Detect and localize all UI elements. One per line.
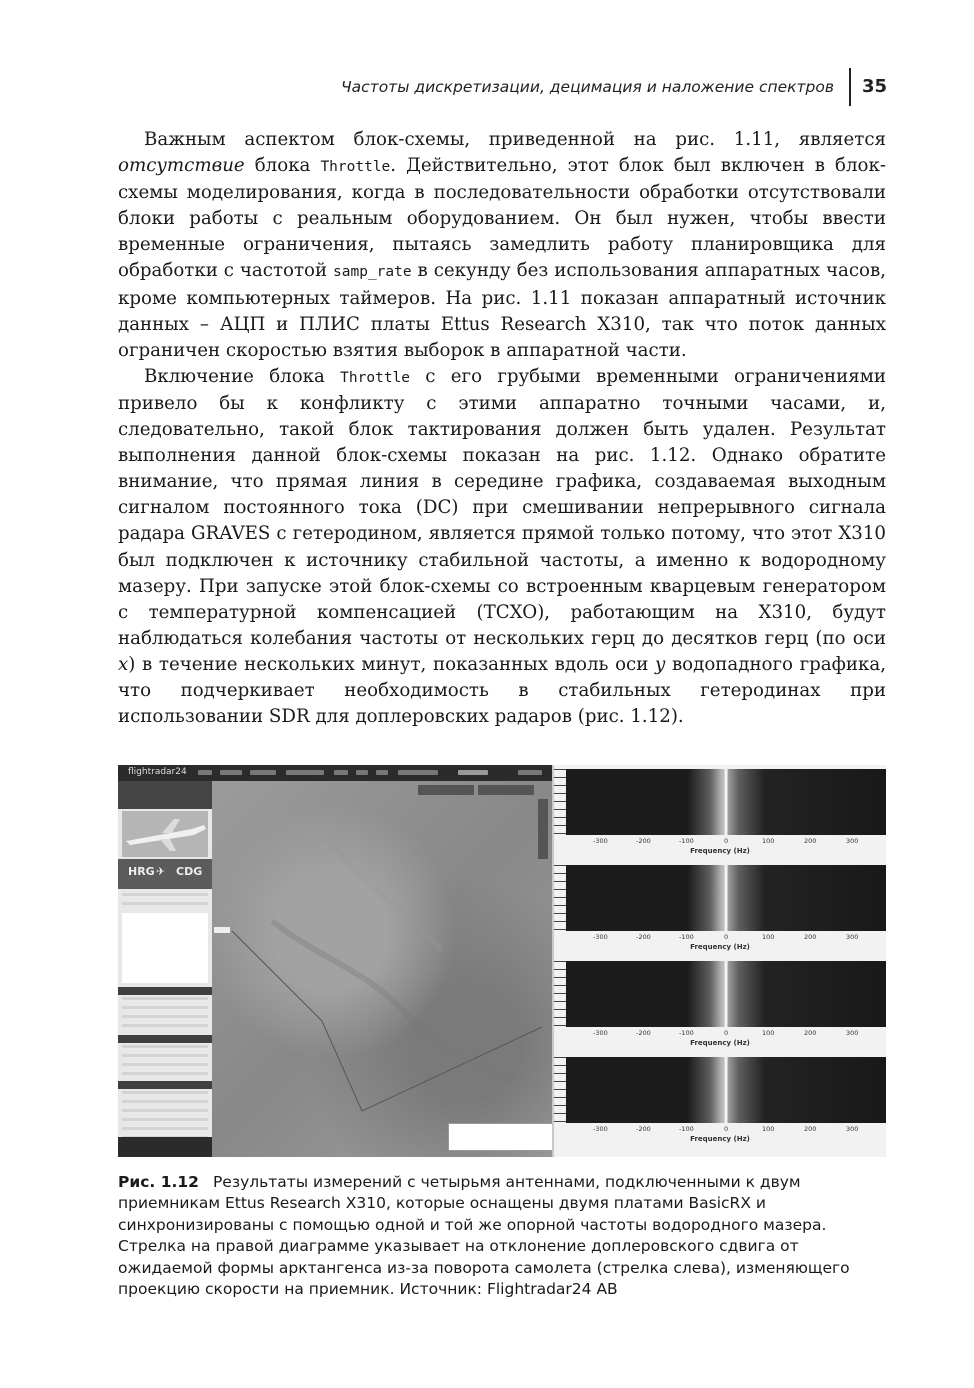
caption-text: Результаты измерений с четырьмя антеннами, подключенными к двум приемникам Ettus Research X310, которые оснащены двумя платами BasicRX и синхронизированы с помощью одной и той же опорной частоты водородного мазера. Стрелка на правой диаграмме указывает на отклонение доплеровского сдвига от ожидаемой формы арктангенса из-за поворота самолета (стрелка слева), изменяющего проекцию скорости на приемник. Источник: Flightradar24 AB	[118, 1173, 850, 1299]
menu-item	[398, 770, 438, 775]
tick-label: 200	[804, 1125, 817, 1133]
text-run: блока	[244, 155, 321, 177]
spectrogram-4	[554, 1055, 886, 1151]
flight-track	[212, 781, 552, 1157]
menu-item	[220, 770, 242, 775]
y-axis	[554, 961, 566, 1027]
tick-label: -300	[593, 1029, 608, 1037]
text-run: ) в течение нескольких минут, показанных вдоль оси	[128, 653, 656, 675]
info-rows	[122, 1091, 208, 1141]
menu-item	[518, 770, 542, 775]
spectrogram-2	[554, 863, 886, 959]
menu-item	[334, 770, 348, 775]
ad-panel	[122, 913, 208, 983]
waterfall-plot	[566, 961, 886, 1027]
map-layers-box	[478, 785, 534, 795]
text-run: . Действительно, этот блок был включен в блок-схемы моделирования, когда в последовательности обработки отсутствовали блоки работы с реальным оборудованием. Он был нужен, чтобы ввести временные ограничения, пытаясь замедлить работу планировщика для обработки с частотой	[118, 155, 886, 282]
page-number: 35	[862, 76, 888, 97]
flightradar-logo: flightradar24	[128, 767, 187, 777]
origin-airport: HRG	[128, 865, 155, 878]
code-run: samp_rate	[333, 264, 412, 281]
x-ticks	[566, 1125, 886, 1135]
tick-label: 300	[846, 1125, 859, 1133]
x-ticks	[566, 837, 886, 847]
x-ticks	[566, 1029, 886, 1039]
spectrogram-1	[554, 767, 886, 863]
tick-label: 0	[724, 1125, 729, 1133]
tick-label: -100	[679, 1029, 694, 1037]
waterfall-plot	[566, 769, 886, 835]
tick-label: -300	[593, 837, 608, 845]
plane-icon	[122, 811, 208, 857]
x-axis-label: Frequency (Hz)	[690, 943, 750, 951]
tick-label: 200	[804, 1029, 817, 1037]
tick-label: 0	[724, 837, 729, 845]
map-info-box	[448, 1123, 552, 1151]
tick-label: -200	[636, 837, 651, 845]
figure-caption	[118, 1172, 886, 1300]
flight-header	[118, 781, 212, 809]
x-axis-label: Frequency (Hz)	[690, 1039, 750, 1047]
spectrogram-3	[554, 959, 886, 1055]
text-run: с его грубыми временными ограничениями привело бы к конфликту с этими аппаратно точными часами, и, следовательно, такой блок тактирования должен быть удален. Результат выполнения данной блок-схемы показан на рис. 1.12. Однако обратите внимание, что прямая линия в середине графика, создаваемая выходным сигналом постоянного тока (DC) при смешивании непрерывного сигнала радара GRAVES с гетеродином, является прямой только потому, что этот X310 был подключен к источнику стабильной частоты, а именно к водородному мазеру. При запуске этой блок-схемы со встроенным кварцевым генератором с температурной компенсацией (TCXO), работающим на X310, будут наблюдаться колебания частоты от нескольких герц до десятков герц (по оси	[118, 365, 886, 649]
paragraph-1	[118, 127, 886, 364]
waterfall-plot	[566, 1057, 886, 1123]
route-summary	[118, 859, 212, 889]
y-axis	[554, 1057, 566, 1123]
x-axis-label: Frequency (Hz)	[690, 1135, 750, 1143]
tick-label: -200	[636, 933, 651, 941]
section-bar	[118, 987, 212, 995]
waterfall-plot	[566, 865, 886, 931]
tick-label: -100	[679, 933, 694, 941]
destination-airport: CDG	[176, 865, 203, 878]
spectrogram-panel	[554, 765, 886, 1157]
tick-label: 100	[762, 1125, 775, 1133]
running-header	[0, 68, 974, 108]
text-run: в секунду без использования аппаратных часов, кроме компьютерных таймеров. На рис. 1.11 показан аппаратный источник данных – АЦП и ПЛИС платы Ettus Research X310, так что поток данных ограничен скоростью взятия выборок в аппаратной части.	[118, 260, 886, 361]
flightradar-bottom-bar	[118, 1137, 212, 1157]
y-axis	[554, 769, 566, 835]
tick-label: 0	[724, 933, 729, 941]
info-rows	[122, 1045, 208, 1075]
tick-label: 300	[846, 933, 859, 941]
italic-run: y	[655, 653, 666, 675]
body-text	[118, 127, 886, 730]
code-run: Throttle	[320, 159, 391, 176]
aircraft-photo	[122, 811, 208, 857]
code-run: Throttle	[340, 369, 411, 386]
flight-info-sidebar	[118, 781, 212, 1157]
menu-item	[198, 770, 212, 775]
x-ticks	[566, 933, 886, 943]
tick-label: 300	[846, 1029, 859, 1037]
tick-label: -200	[636, 1125, 651, 1133]
tick-label: 100	[762, 837, 775, 845]
map-toolbar	[538, 799, 548, 859]
tick-label: 200	[804, 933, 817, 941]
text-run: Включение блока	[144, 365, 341, 387]
italic-run: x	[118, 653, 129, 675]
italic-run: отсутствие	[118, 155, 245, 177]
menu-item	[250, 770, 276, 775]
running-title: Частоты дискретизации, децимация и наложение спектров	[341, 78, 834, 96]
info-rows	[122, 997, 208, 1027]
section-bar	[118, 1081, 212, 1089]
paragraph-2	[118, 364, 886, 730]
flightradar-topbar	[118, 765, 552, 781]
tick-label: 100	[762, 933, 775, 941]
menu-item	[376, 770, 388, 775]
flight-map	[212, 781, 552, 1157]
text-run: водопадного графика, что подчеркивает необходимость в стабильных гетеродинах при использовании SDR для доплеровских радаров (рис. 1.12).	[118, 653, 886, 728]
menu-item	[356, 770, 368, 775]
tick-label: -100	[679, 837, 694, 845]
menu-item	[458, 770, 488, 775]
tick-label: -300	[593, 933, 608, 941]
figure-1-12	[118, 765, 886, 1157]
map-search-box	[418, 785, 474, 795]
flightradar-screenshot	[118, 765, 552, 1157]
tick-label: -300	[593, 1125, 608, 1133]
y-axis	[554, 865, 566, 931]
tick-label: 0	[724, 1029, 729, 1037]
text-run: Важным аспектом блок-схемы, приведенной на рис. 1.11, является	[144, 129, 886, 150]
header-divider	[849, 68, 851, 106]
route-arrow-icon: ✈	[156, 865, 166, 878]
timing-rows	[122, 893, 208, 909]
tick-label: -100	[679, 1125, 694, 1133]
menu-item	[286, 770, 324, 775]
tick-label: 300	[846, 837, 859, 845]
x-axis-label: Frequency (Hz)	[690, 847, 750, 855]
caption-label: Рис. 1.12	[118, 1173, 199, 1191]
tick-label: 100	[762, 1029, 775, 1037]
tick-label: -200	[636, 1029, 651, 1037]
section-bar	[118, 1035, 212, 1043]
tick-label: 200	[804, 837, 817, 845]
